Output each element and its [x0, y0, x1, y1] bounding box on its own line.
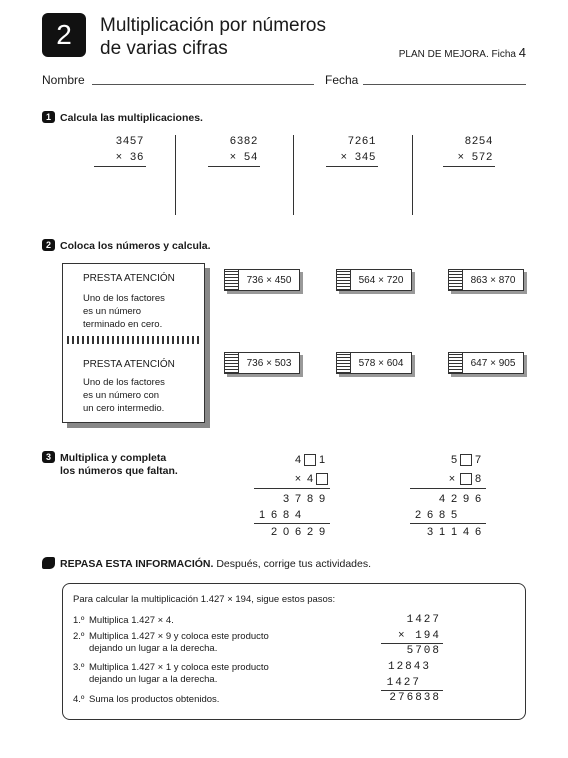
step-2	[73, 631, 269, 655]
digit: 4	[306, 473, 314, 485]
digit: 7	[294, 493, 302, 505]
digit: 4	[438, 493, 446, 505]
factor-bottom: × 572	[457, 152, 493, 164]
date-field[interactable]	[363, 84, 526, 85]
operation-card	[224, 352, 300, 374]
op-row: 1427	[386, 677, 421, 689]
digit: 1	[438, 526, 446, 538]
title-line-1: Multiplicación por números	[100, 15, 326, 36]
title-rest: Después, corrige tus actividades.	[213, 558, 371, 570]
digit: 2	[306, 526, 314, 538]
op-row: 1427	[406, 614, 441, 626]
section-3-number: 3	[42, 451, 55, 463]
step-text: dejando un lugar a la derecha.	[89, 674, 218, 685]
operation-line	[410, 523, 486, 524]
missing-digit-box[interactable]	[460, 454, 472, 466]
factor-bottom: × 345	[340, 152, 376, 164]
factor-bottom: × 36	[115, 152, 144, 164]
missing-digit-box[interactable]	[304, 454, 316, 466]
digit: 5	[450, 454, 458, 466]
factor-top: 6382	[229, 136, 258, 148]
digit: 7	[474, 454, 482, 466]
digit: 8	[306, 493, 314, 505]
digit: 4	[294, 509, 302, 521]
notepad-icon	[225, 353, 239, 373]
operation-line	[381, 643, 443, 644]
factor-top: 3457	[115, 136, 144, 148]
step-number: 2.º	[73, 631, 85, 642]
section-2-title: Coloca los números y calcula.	[60, 240, 211, 252]
digit: 0	[282, 526, 290, 538]
operation-line	[410, 488, 486, 489]
multiply-sign: ×	[294, 473, 302, 485]
card-text: 564 × 720	[358, 274, 404, 286]
info-intro: Para calcular la multiplicación 1.427 × 194, sigue estos pasos:	[73, 594, 336, 605]
step-1	[73, 615, 174, 627]
operation-line	[254, 488, 330, 489]
operation-line	[208, 166, 260, 167]
step-3	[73, 662, 269, 686]
section-3-title	[60, 452, 178, 478]
digit: 4	[462, 526, 470, 538]
operation-card	[448, 352, 524, 374]
operation-line	[443, 166, 495, 167]
operation-card	[336, 269, 412, 291]
operation-card	[224, 269, 300, 291]
operation-card	[448, 269, 524, 291]
digit: 8	[474, 473, 482, 485]
digit: 1	[258, 509, 266, 521]
operation-line	[94, 166, 146, 167]
digit: 9	[318, 493, 326, 505]
step-number: 1.º	[73, 615, 85, 626]
operation-line	[326, 166, 378, 167]
title-line-2: de varias cifras	[100, 38, 228, 59]
note-2-title: PRESTA ATENCIÓN	[83, 359, 175, 370]
notepad-icon	[337, 353, 351, 373]
op-row: 276838	[389, 692, 441, 704]
operation-line	[254, 523, 330, 524]
digit: 4	[294, 454, 302, 466]
title-bold: REPASA ESTA INFORMACIÓN.	[60, 558, 214, 570]
digit: 2	[414, 509, 422, 521]
notepad-icon	[337, 270, 351, 290]
section-1-number: 1	[42, 111, 55, 123]
step-text: Multiplica 1.427 × 9 y coloca este producto	[89, 631, 269, 642]
step-4	[73, 694, 219, 706]
plan-number: 4	[518, 45, 526, 60]
digit: 8	[282, 509, 290, 521]
card-text: 647 × 905	[470, 357, 516, 369]
notepad-icon	[225, 270, 239, 290]
plan-label	[399, 45, 526, 60]
missing-digit-box[interactable]	[316, 473, 328, 485]
factor-top: 7261	[347, 136, 376, 148]
op-row: 5708	[406, 645, 441, 657]
note-line: terminado en cero.	[83, 319, 163, 330]
card-text: 736 × 503	[246, 357, 292, 369]
digit: 2	[450, 493, 458, 505]
step-text: dejando un lugar a la derecha.	[89, 643, 218, 654]
note-1-title: PRESTA ATENCIÓN	[83, 273, 175, 284]
notebook	[62, 263, 205, 423]
step-number: 3.º	[73, 662, 85, 673]
column-divider	[175, 135, 176, 215]
op-row: × 194	[397, 630, 441, 642]
name-field[interactable]	[92, 84, 314, 85]
digit: 6	[270, 509, 278, 521]
date-label: Fecha	[325, 73, 359, 87]
page-title	[100, 14, 326, 60]
note-1-text	[83, 292, 165, 331]
notebook-spiral	[67, 336, 200, 344]
step-number: 4.º	[73, 694, 85, 705]
note-line: es un número con	[83, 390, 160, 401]
digit: 9	[462, 493, 470, 505]
card-text: 863 × 870	[470, 274, 516, 286]
digit: 2	[270, 526, 278, 538]
operation-card	[336, 352, 412, 374]
op-row: 12843	[387, 661, 431, 673]
digit: 6	[294, 526, 302, 538]
note-line: Uno de los factores	[83, 293, 165, 304]
note-2-text	[83, 376, 165, 415]
missing-digit-box[interactable]	[460, 473, 472, 485]
factor-top: 8254	[464, 136, 493, 148]
digit: 5	[450, 509, 458, 521]
column-divider	[412, 135, 413, 215]
section-4-title	[60, 558, 371, 570]
card-text: 736 × 450	[246, 274, 292, 286]
digit: 6	[474, 493, 482, 505]
factor-bottom: × 54	[229, 152, 258, 164]
title-line: los números que faltan.	[60, 465, 178, 477]
step-text: Multiplica 1.427 × 1 y coloca este producto	[89, 662, 269, 673]
section-2-number: 2	[42, 239, 55, 251]
operation-line	[381, 690, 443, 691]
title-line: Multiplica y completa	[60, 452, 167, 464]
digit: 8	[438, 509, 446, 521]
digit: 3	[282, 493, 290, 505]
notepad-icon	[449, 353, 463, 373]
info-box	[62, 583, 526, 720]
note-line: un cero intermedio.	[83, 403, 165, 414]
note-line: Uno de los factores	[83, 377, 165, 388]
digit: 6	[474, 526, 482, 538]
plan-text: PLAN DE MEJORA. Ficha	[398, 49, 516, 60]
note-line: es un número	[83, 306, 142, 317]
digit: 6	[426, 509, 434, 521]
name-label: Nombre	[42, 73, 85, 87]
step-text: Suma los productos obtenidos.	[89, 694, 220, 705]
step-text: Multiplica 1.427 × 4.	[89, 615, 174, 626]
column-divider	[293, 135, 294, 215]
digit: 9	[318, 526, 326, 538]
multiply-sign: ×	[448, 473, 456, 485]
digit: 3	[426, 526, 434, 538]
section-1-title: Calcula las multiplicaciones.	[60, 112, 203, 124]
digit: 1	[450, 526, 458, 538]
card-text: 578 × 604	[358, 357, 404, 369]
section-4-marker	[42, 557, 55, 569]
unit-number-badge: 2	[42, 13, 86, 57]
digit: 1	[318, 454, 326, 466]
notepad-icon	[449, 270, 463, 290]
